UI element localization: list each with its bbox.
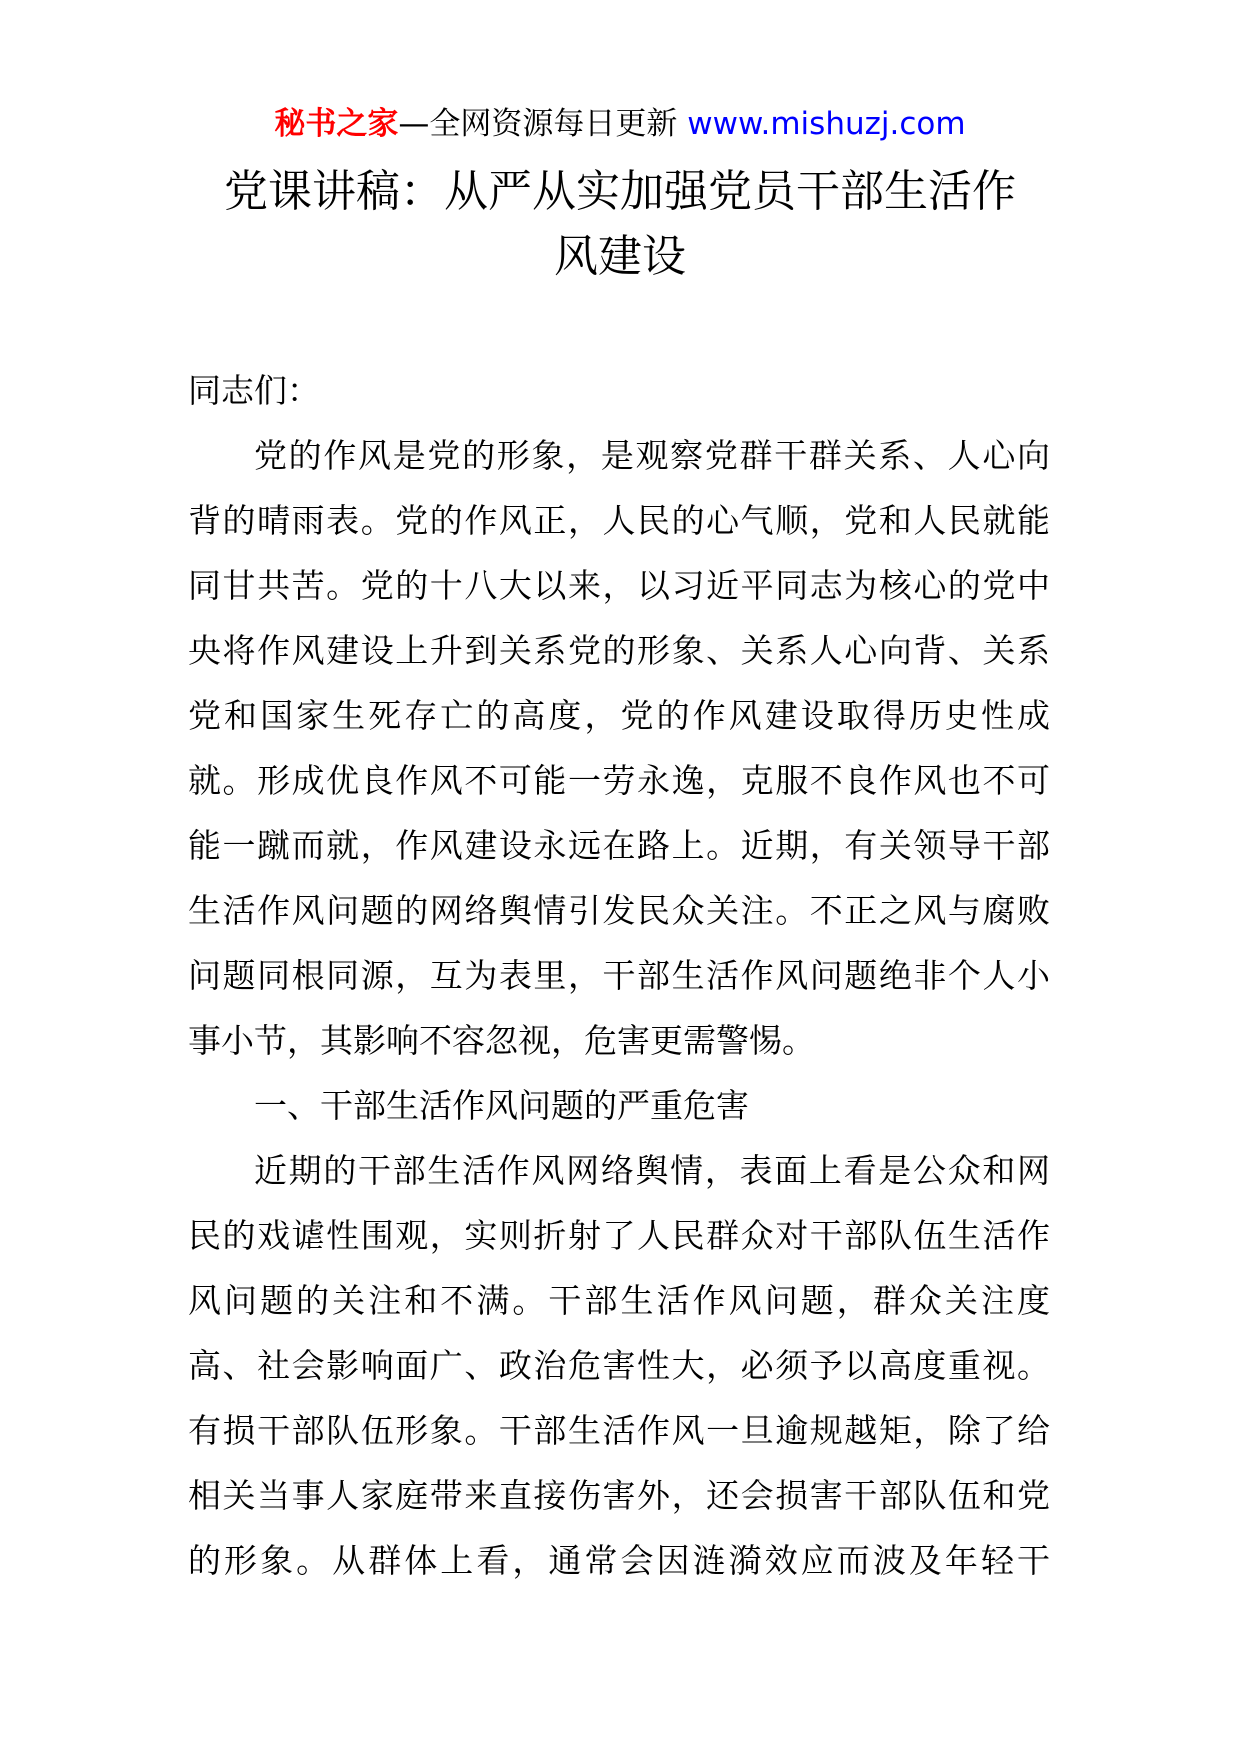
- text-line: 相关当事人家庭带来直接伤害外，还会损害干部队伍和党: [188, 1476, 1050, 1515]
- text-line: 央将作风建设上升到关系党的形象、关系人心向背、关系: [188, 631, 1050, 670]
- text-line: 风问题的关注和不满。干部生活作风问题，群众关注度: [188, 1281, 1050, 1320]
- text-line: 背的晴雨表。党的作风正，人民的心气顺，党和人民就能: [188, 501, 1050, 540]
- site-header: [0, 102, 1240, 146]
- document-title-line-1: 党课讲稿：从严从实加强党员干部生活作: [224, 166, 1016, 217]
- text-line: 同甘共苦。党的十八大以来，以习近平同志为核心的党中: [188, 566, 1050, 605]
- text-line: 有损干部队伍形象。干部生活作风一旦逾规越矩，除了给: [188, 1411, 1050, 1450]
- header-tagline: —全网资源每日更新: [398, 106, 688, 142]
- site-url-link[interactable]: www.mishuzj.com: [687, 106, 966, 142]
- text-line: 就。形成优良作风不可能一劳永逸，克服不良作风也不可: [188, 761, 1050, 800]
- text-line: 的形象。从群体上看，通常会因涟漪效应而波及年轻干: [188, 1541, 1050, 1580]
- text-line: 生活作风问题的网络舆情引发民众关注。不正之风与腐败: [188, 891, 1050, 930]
- text-line: 能一蹴而就，作风建设永远在路上。近期，有关领导干部: [188, 826, 1050, 865]
- text-line: 同志们：: [188, 371, 320, 410]
- text-line: 一、干部生活作风问题的严重危害: [254, 1086, 749, 1125]
- text-line: 民的戏谑性围观，实则折射了人民群众对干部队伍生活作: [188, 1216, 1050, 1255]
- document-title-line-2: 风建设: [554, 231, 686, 282]
- document-body: [188, 358, 1050, 1593]
- text-line: 高、社会影响面广、政治危害性大，必须予以高度重视。: [188, 1346, 1050, 1385]
- text-line: 党和国家生死存亡的高度，党的作风建设取得历史性成: [188, 696, 1050, 735]
- text-line: 问题同根同源，互为表里，干部生活作风问题绝非个人小: [188, 956, 1050, 995]
- brand-name: 秘书之家: [274, 106, 399, 142]
- text-line: 事小节，其影响不容忽视，危害更需警惕。: [188, 1021, 815, 1060]
- text-line: 近期的干部生活作风网络舆情，表面上看是公众和网: [254, 1151, 1050, 1190]
- text-line: 党的作风是党的形象，是观察党群干群关系、人心向: [254, 436, 1050, 475]
